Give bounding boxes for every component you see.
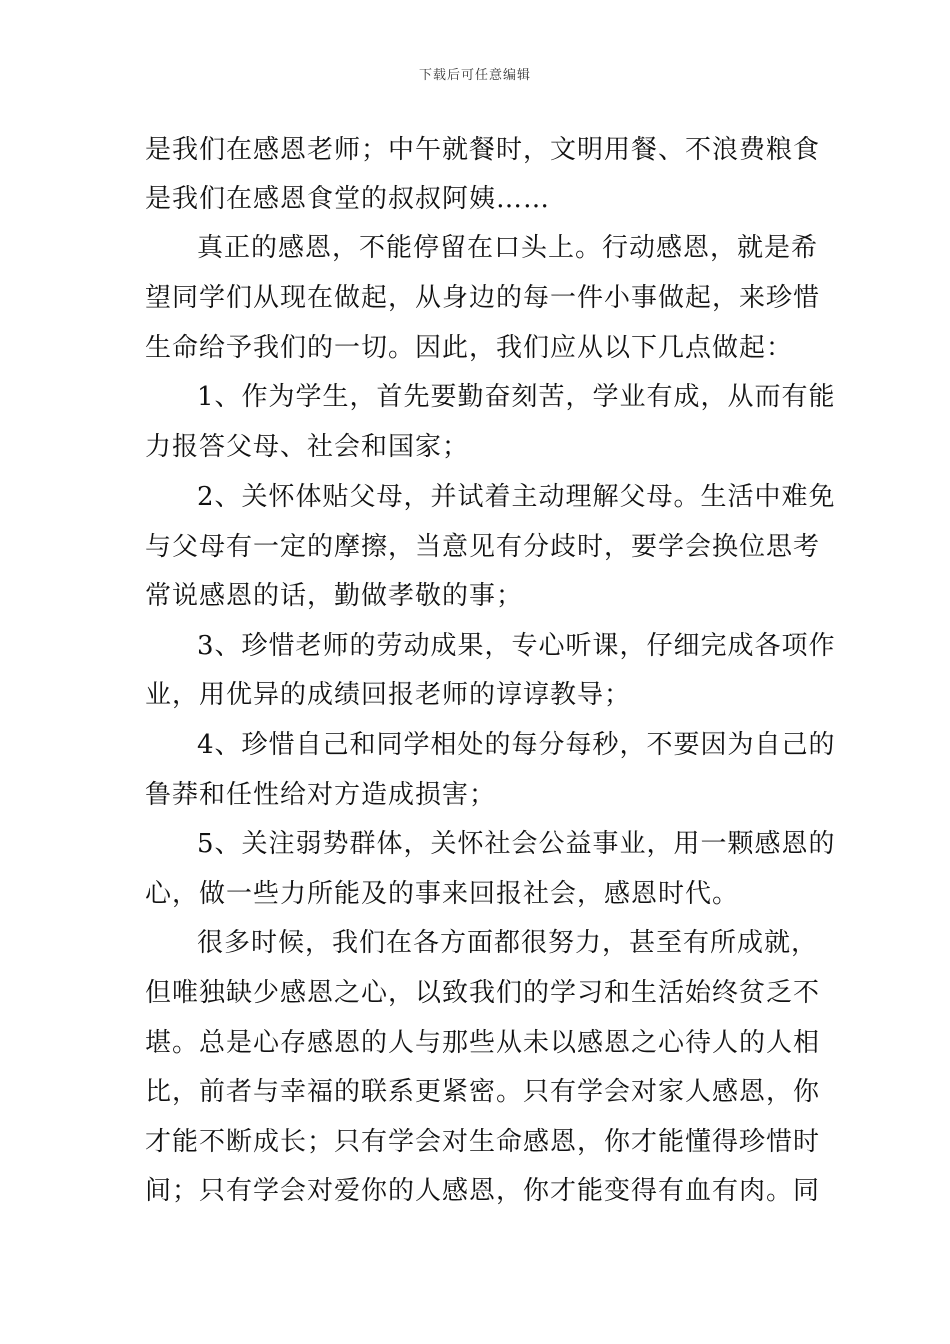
text-line: 望同学们从现在做起，从身边的每一件小事做起，来珍惜 bbox=[145, 283, 821, 313]
list-item-4: 4、珍惜自己和同学相处的每分每秒，不要因为自己的 bbox=[197, 730, 836, 760]
paragraph-first-line: 真正的感恩，不能停留在口头上。行动感恩，就是希 bbox=[197, 233, 819, 263]
list-item-3: 3、珍惜老师的劳动成果，专心听课，仔细完成各项作 bbox=[197, 631, 836, 661]
paragraph-first-line: 很多时候，我们在各方面都很努力，甚至有所成就， bbox=[197, 928, 819, 958]
list-item-1: 1、作为学生，首先要勤奋刻苦，学业有成，从而有能 bbox=[197, 382, 836, 412]
text-line: 与父母有一定的摩擦，当意见有分歧时，要学会换位思考 bbox=[145, 532, 821, 562]
list-item-5: 5、关注弱势群体，关怀社会公益事业，用一颗感恩的 bbox=[197, 829, 836, 859]
text-line: 业，用优异的成绩回报老师的谆谆教导； bbox=[145, 680, 632, 710]
text-line: 心，做一些力所能及的事来回报社会，感恩时代。 bbox=[145, 879, 740, 909]
text-line: 是我们在感恩老师；中午就餐时，文明用餐、不浪费粮食 bbox=[145, 135, 821, 165]
text-line: 鲁莽和任性给对方造成损害； bbox=[145, 780, 497, 810]
text-line: 生命给予我们的一切。因此，我们应从以下几点做起： bbox=[145, 333, 794, 363]
list-item-2: 2、关怀体贴父母，并试着主动理解父母。生活中难免 bbox=[197, 482, 836, 512]
text-line: 间；只有学会对爱你的人感恩，你才能变得有血有肉。同 bbox=[145, 1176, 821, 1206]
text-line: 但唯独缺少感恩之心，以致我们的学习和生活始终贫乏不 bbox=[145, 978, 821, 1008]
text-line: 堪。总是心存感恩的人与那些从未以感恩之心待人的人相 bbox=[145, 1028, 821, 1058]
page-header: 下载后可任意编辑 bbox=[418, 68, 531, 83]
text-line: 力报答父母、社会和国家； bbox=[145, 432, 470, 462]
text-line: 常说感恩的话，勤做孝敬的事； bbox=[145, 581, 524, 611]
text-line: 是我们在感恩食堂的叔叔阿姨…… bbox=[145, 184, 551, 214]
text-line: 比，前者与幸福的联系更紧密。只有学会对家人感恩，你 bbox=[145, 1077, 821, 1107]
text-line: 才能不断成长；只有学会对生命感恩，你才能懂得珍惜时 bbox=[145, 1127, 821, 1157]
